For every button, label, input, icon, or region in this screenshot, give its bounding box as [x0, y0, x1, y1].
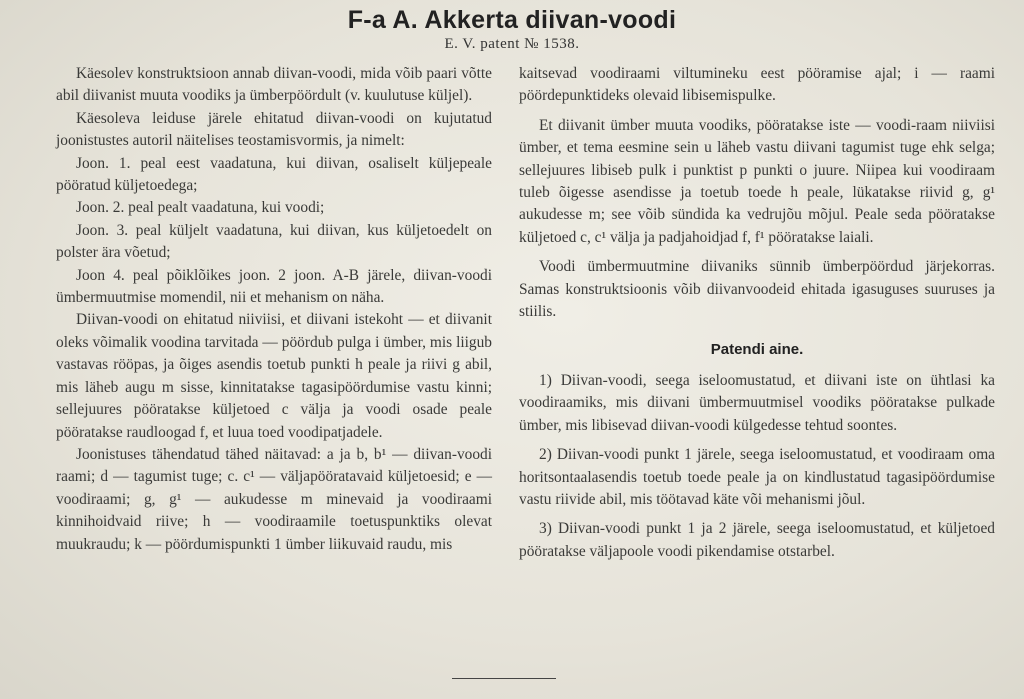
paragraph: Joon. 3. peal küljelt vaadatuna, kui diivan, kus küljetoedelt on polster ära võetud; — [56, 221, 492, 262]
page-title: F-a A. Akkerta diivan-voodi — [347, 6, 677, 34]
paragraph: Diivan-voodi on ehitatud niiviisi, et diivani istekoht — et diivanit oleks võimalik voodina tarvitada — pöördub pulga i ümber, mis liigub vastavas rööpas, ja õiges asendis toetub punkti h peale ja riivi g abil, mis läheb augu m sisse, kinnitatakse tagasipöördumise vastu kinni; sellejuures pööratakse küljetoed c välja ja voodi osade peale pööratakse raudloogad f, et luua toed voodipatjadele. — [56, 311, 492, 441]
end-divider — [452, 678, 556, 679]
paragraph: Joon. 1. peal eest vaadatuna, kui diivan, osaliselt küljepeale pööratud küljetoedega; — [56, 154, 492, 195]
paragraph: kaitsevad voodiraami viltumineku eest pööramise ajal; i — raami pöördepunktideks olevaid libisemispulke. — [519, 65, 995, 105]
paragraph: Käesolev konstruktsioon annab diivan-voodi, mida võib paari võtte abil diivanist muuta voodiks ja ümberpöördult (v. kuulutuse küljel). — [56, 65, 492, 105]
paragraph: Joon 4. peal põiklõikes joon. 2 joon. A-B järele, diivan-voodi ümbermuutmise momendil, nii et mehanism on näha. — [56, 266, 492, 307]
paragraph: Joon. 2. peal pealt vaadatuna, kui voodi; — [76, 199, 325, 217]
claim-item: 1) Diivan-voodi, seega iseloomustatud, et diivani iste on ühtlasi ka voodiraamiks, mis diivani ümbermuutmisel voodiks pööratakse pulkade ümber, mis libisevad diivan-voodi külgedesse tehtud soontes. — [519, 371, 995, 434]
claims-heading: Patendi aine. — [710, 341, 804, 359]
paragraph: Käesoleva leiduse järele ehitatud diivan-voodi on kujutatud joonistustes autoril näitelises teostamisvormis, ja nimelt: — [56, 109, 492, 150]
claim-item: 2) Diivan-voodi punkt 1 järele, seega iseloomustatud, et voodiraam oma horitsontaalasendis toetub toede peale ja on kindlustatud tagasipöördumise vastu riivide abil, mis töötavad käte või mehanismi jõul. — [519, 446, 995, 508]
paragraph: Joonistuses tähendatud tähed näitavad: a ja b, b¹ — diivan-voodi raami; d — tagumist tuge; c. c¹ — väljapööratavaid küljetoesid; e — voodiraami; g, g¹ — aukudesse m minevaid ja voodiraami kinnihoidvaid riive; h — voodiraamile toetuspunktiks olevat muukraudu; k — pöördumispunkti 1 ümber liikuvaid raudu, mis — [56, 445, 492, 553]
right-column — [519, 63, 995, 563]
left-column — [56, 63, 492, 556]
paragraph: Voodi ümbermuutmine diivaniks sünnib ümberpöördud järjekorras. Samas konstruktsioonis võib diivanvoodeid ehitada igasuguses suuruses ja stiilis. — [519, 258, 995, 321]
patent-number: E. V. patent № 1538. — [444, 36, 580, 52]
paragraph: Et diivanit ümber muuta voodiks, pööratakse iste — voodi-raam niiviisi ümber, et tema eesmine sein u läheb vastu diivani tagumist tuge ehk selga; sellejuures libiseb pulk i punktist p punkti o juure. Niipea kui voodiraam tuleb õigesse asendisse ja toetub toede h peale, lükatakse riivid g, g¹ aukudesse m; see võib sündida ka vedrujõu mõjul. Peale seda pööratakse küljetoed c, c¹ välja ja padjahoidjad f, f¹ pööratakse laiali. — [519, 116, 995, 246]
claim-item: 3) Diivan-voodi punkt 1 ja 2 järele, seega iseloomustatud, et küljetoed pööratakse väljapoole voodi pikendamise otstarbel. — [519, 520, 995, 560]
